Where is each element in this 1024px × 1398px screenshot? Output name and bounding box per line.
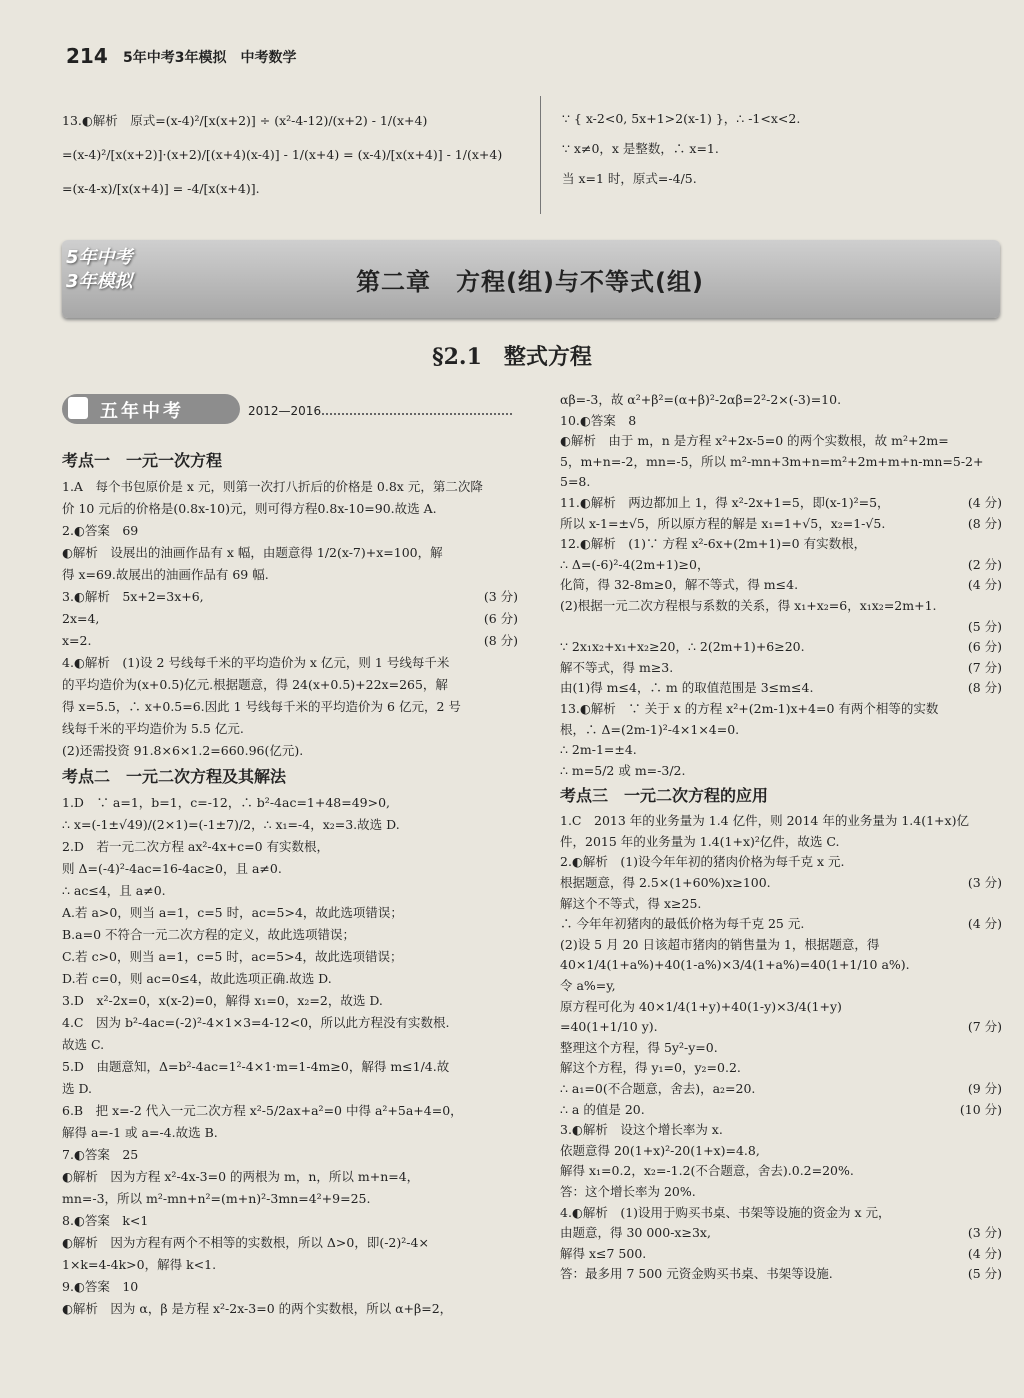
line-text: 根据题意，得 2.5×(1+60%)x≥100. xyxy=(560,875,771,891)
text-line xyxy=(560,1203,1002,1224)
text-line xyxy=(560,596,1002,617)
score-label: (8 分) xyxy=(964,678,1002,699)
text-line xyxy=(560,658,1002,679)
text-line xyxy=(62,696,518,718)
line-text: =40(1+1/10 y). xyxy=(560,1019,658,1035)
line-text: 解这个不等式，得 x≥25. xyxy=(560,895,702,911)
line-text: ∴ m=5/2 或 m=-3/2. xyxy=(560,762,686,778)
line-text: 3.◐解析 设这个增长率为 x. xyxy=(560,1122,723,1138)
text-line xyxy=(62,586,518,608)
text-line xyxy=(62,1276,518,1298)
text-line xyxy=(62,1100,518,1122)
text-line xyxy=(560,1264,1002,1285)
line-text: 由(1)得 m≤4，∴ m 的取值范围是 3≤m≤4. xyxy=(560,680,814,696)
text-line xyxy=(560,1120,1002,1141)
line-text: 11.◐解析 两边都加上 1，得 x²-2x+1=5，即(x-1)²=5， xyxy=(560,494,890,510)
text-line xyxy=(62,1144,518,1166)
score-label: (4 分) xyxy=(964,575,1002,596)
text-line xyxy=(560,832,1002,853)
text-line xyxy=(560,1244,1002,1265)
line-text: 1.A 每个书包原价是 x 元，则第一次打八折后的价格是 0.8x 元，第二次降 xyxy=(62,479,483,494)
text-line xyxy=(62,564,518,586)
line-text: 5，m+n=-2，mn=-5，所以 m²-mn+3m+n=m²+2m+m+n-mn=5-2+ xyxy=(560,453,984,469)
line-text: ∴ x=(-1±√49)/(2×1)=(-1±7)/2，∴ x₁=-4，x₂=3.故选 D. xyxy=(62,817,400,832)
line-text: ◐解析 因为 α，β 是方程 x²-2x-3=0 的两个实数根，所以 α+β=2， xyxy=(62,1301,453,1316)
line-text: B.a=0 不符合一元二次方程的定义，故此选项错误； xyxy=(62,927,356,942)
line-text: x=2. xyxy=(62,633,92,648)
section-heading xyxy=(560,781,1002,811)
text-line xyxy=(62,1012,518,1034)
year-range: 2012—2016 xyxy=(248,404,322,418)
text-line xyxy=(560,1017,1002,1038)
line-text: 的平均造价为(x+0.5)亿元.根据题意，得 24(x+0.5)+22x=265，解 xyxy=(62,677,448,692)
line-text: ∴ 今年年初猪肉的最低价格为每千克 25 元. xyxy=(560,916,805,932)
line-text: 价 10 元后的价格是(0.8x-10)元，则可得方程0.8x-10=90.故选 A. xyxy=(62,501,437,516)
line-text: 答：这个增长率为 20%. xyxy=(560,1183,696,1199)
text-line xyxy=(62,1166,518,1188)
text-line xyxy=(560,1058,1002,1079)
line-text: 线每千米的平均造价为 5.5 亿元. xyxy=(62,721,244,736)
text-line: ∵ x≠0，x 是整数，∴ x=1. xyxy=(562,141,719,156)
text-line xyxy=(62,902,518,924)
line-text: 所以 x-1=±√5，所以原方程的解是 x₁=1+√5，x₂=1-√5. xyxy=(560,515,886,531)
line-text: 2.D 若一元二次方程 ax²-4x+c=0 有实数根， xyxy=(62,839,330,854)
line-text: D.若 c=0，则 ac=0≤4，故此选项正确.故选 D. xyxy=(62,971,332,986)
text-line xyxy=(62,498,518,520)
text-line xyxy=(560,894,1002,915)
text-line xyxy=(62,674,518,696)
logo-line: 5年中考 xyxy=(66,247,133,268)
text-line xyxy=(560,493,1002,514)
text-line xyxy=(62,1210,518,1232)
text-line xyxy=(62,1034,518,1056)
line-text: ◐解析 设展出的油画作品有 x 幅，由题意得 1/2(x-7)+x=100，解 xyxy=(62,545,443,560)
text-line xyxy=(62,1078,518,1100)
text-line xyxy=(560,534,1002,555)
line-text: 2.◐解析 (1)设今年年初的猪肉价格为每千克 x 元. xyxy=(560,854,845,870)
text-line xyxy=(62,968,518,990)
section-heading xyxy=(62,762,518,792)
line-text: 13.◐解析 ∵ 关于 x 的方程 x²+(2m-1)x+4=0 有两个相等的实数 xyxy=(560,700,939,716)
text-line xyxy=(560,678,1002,699)
text-line: 当 x=1 时，原式=-4/5. xyxy=(562,171,697,186)
line-text: 9.◐答案 10 xyxy=(62,1279,139,1294)
text-line xyxy=(560,976,1002,997)
section-heading xyxy=(62,446,518,476)
text-line: =(x-4)²/[x(x+2)]·(x+2)/[(x+4)(x-4)] - 1/(x+4) = (x-4)/[x(x+4)] - 1/(x+4) xyxy=(62,147,503,162)
text-line xyxy=(62,1188,518,1210)
tag-label: 五年中考 xyxy=(100,401,184,422)
column-divider xyxy=(540,96,541,214)
score-label: (3 分) xyxy=(964,873,1002,894)
line-text: 2.◐答案 69 xyxy=(62,523,139,538)
score-label: (6 分) xyxy=(480,608,518,630)
line-text: 由题意，得 30 000-x≥3x, xyxy=(560,1225,711,1241)
line-text: 3.◐解析 5x+2=3x+6, xyxy=(62,589,204,604)
text-line xyxy=(560,1182,1002,1203)
text-line xyxy=(62,1254,518,1276)
line-text: 件，2015 年的业务量为 1.4(1+x)²亿件，故选 C. xyxy=(560,833,840,849)
score-label: (7 分) xyxy=(964,1017,1002,1038)
line-text: 解得 a=-1 或 a=-4.故选 B. xyxy=(62,1125,218,1140)
line-text: 40×1/4(1+a%)+40(1-a%)×3/4(1+a%)=40(1+1/10 a%). xyxy=(560,957,910,973)
score-label: (6 分) xyxy=(964,637,1002,658)
logo-line: 3年模拟 xyxy=(66,271,133,292)
line-text: 5=8. xyxy=(560,474,591,490)
line-text: (2)还需投资 91.8×6×1.2=660.96(亿元). xyxy=(62,743,304,758)
score-label: (7 分) xyxy=(964,658,1002,679)
text-line xyxy=(560,637,1002,658)
line-text: 12.◐解析 (1)∵ 方程 x²-6x+(2m+1)=0 有实数根， xyxy=(560,536,867,552)
line-text: 4.◐解析 (1)设用于购买书桌、书架等设施的资金为 x 元， xyxy=(560,1204,891,1220)
line-text: 6.B 把 x=-2 代入一元二次方程 x²-5/2ax+a²=0 中得 a²+5a+4=0， xyxy=(62,1103,463,1118)
text-line xyxy=(62,1232,518,1254)
line-text: 解不等式，得 m≥3. xyxy=(560,659,674,675)
line-text: ◐解析 由于 m，n 是方程 x²+2x-5=0 的两个实数根，故 m²+2m= xyxy=(560,433,949,449)
text-line xyxy=(560,811,1002,832)
score-label: (2 分) xyxy=(964,555,1002,576)
line-text: 10.◐答案 8 xyxy=(560,412,637,428)
line-text: 1.C 2013 年的业务量为 1.4 亿件，则 2014 年的业务量为 1.4(1+x)亿 xyxy=(560,813,969,829)
line-text: 解得 x≤7 500. xyxy=(560,1245,647,1261)
text-line xyxy=(62,740,518,762)
line-text: 5.D 由题意知，Δ=b²-4ac=1²-4×1·m=1-4m≥0，解得 m≤1/4.故 xyxy=(62,1059,450,1074)
page-number: 214 xyxy=(66,44,108,68)
line-text: 考点二 一元二次方程及其解法 xyxy=(62,767,287,786)
text-line xyxy=(560,852,1002,873)
line-text: αβ=-3，故 α²+β²=(α+β)²-2αβ=2²-2×(-3)=10. xyxy=(560,392,842,407)
line-text: 整理这个方程，得 5y²-y=0. xyxy=(560,1039,718,1055)
line-text: (2)根据一元二次方程根与系数的关系，得 x₁+x₂=6，x₁x₂=2m+1. xyxy=(560,597,937,613)
text-line xyxy=(62,924,518,946)
text-line xyxy=(62,990,518,1012)
text-line xyxy=(560,452,1002,473)
line-text: 8.◐答案 k<1 xyxy=(62,1213,149,1228)
top-left-solution xyxy=(62,104,532,206)
text-line xyxy=(560,431,1002,452)
text-line xyxy=(62,858,518,880)
line-text: 4.C 因为 b²-4ac=(-2)²-4×1×3=4-12<0，所以此方程没有实数根. xyxy=(62,1015,450,1030)
text-line xyxy=(62,792,518,814)
text-line xyxy=(560,761,1002,782)
dotted-rule xyxy=(322,413,512,415)
score-label: (8 分) xyxy=(964,514,1002,535)
line-text: 3.D x²-2x=0，x(x-2)=0，解得 x₁=0，x₂=2，故选 D. xyxy=(62,993,383,1008)
score-label: (10 分) xyxy=(956,1100,1002,1121)
line-text: 得 x=5.5，∴ x+0.5=6.因此 1 号线每千米的平均造价为 6 亿元，2 号 xyxy=(62,699,461,714)
line-text: 2x=4, xyxy=(62,611,100,626)
text-line xyxy=(560,955,1002,976)
text-line xyxy=(560,411,1002,432)
text-line: ∵ { x-2<0, 5x+1>2(x-1) }，∴ -1<x<2. xyxy=(562,111,801,126)
score-label: (5 分) xyxy=(964,1264,1002,1285)
text-line xyxy=(560,873,1002,894)
text-line xyxy=(560,514,1002,535)
line-text: 故选 C. xyxy=(62,1037,105,1052)
text-line xyxy=(560,720,1002,741)
score-label: (3 分) xyxy=(964,1223,1002,1244)
chapter-title: 第二章 方程(组)与不等式(组) xyxy=(356,268,704,296)
line-text: 4.◐解析 (1)设 2 号线每千米的平均造价为 x 亿元，则 1 号线每千米 xyxy=(62,655,450,670)
line-text: A.若 a>0，则当 a=1，c=5 时，ac=5>4，故此选项错误； xyxy=(62,905,403,920)
left-column xyxy=(62,446,518,1320)
text-line xyxy=(560,390,1002,411)
text-line xyxy=(62,946,518,968)
line-text: 化简，得 32-8m≥0，解不等式，得 m≤4. xyxy=(560,577,799,593)
line-text: 1.D ∵ a=1，b=1，c=-12，∴ b²-4ac=1+48=49>0, xyxy=(62,795,391,810)
text-line xyxy=(560,1100,1002,1121)
text-line xyxy=(560,1161,1002,1182)
text-line xyxy=(560,935,1002,956)
text-line xyxy=(62,836,518,858)
line-text: 根，∴ Δ=(2m-1)²-4×1×4=0. xyxy=(560,721,740,737)
line-text: 原方程可化为 40×1/4(1+y)+40(1-y)×3/4(1+y) xyxy=(560,998,842,1014)
text-line xyxy=(560,1038,1002,1059)
line-text: ∴ a 的值是 20. xyxy=(560,1101,645,1117)
line-text: 7.◐答案 25 xyxy=(62,1147,139,1162)
line-text: 令 a%=y, xyxy=(560,978,616,994)
text-line xyxy=(560,555,1002,576)
text-line xyxy=(62,476,518,498)
top-right-solution xyxy=(562,104,1002,194)
score-label: (4 分) xyxy=(964,493,1002,514)
text-line xyxy=(62,1298,518,1320)
text-line xyxy=(560,617,1002,638)
score-label: (3 分) xyxy=(480,586,518,608)
score-label: (5 分) xyxy=(964,617,1002,638)
text-line xyxy=(62,652,518,674)
score-label: (4 分) xyxy=(964,1244,1002,1265)
line-text: ∴ Δ=(-6)²-4(2m+1)≥0， xyxy=(560,556,710,572)
line-text: 解这个方程，得 y₁=0，y₂=0.2. xyxy=(560,1060,741,1076)
section-tag xyxy=(62,394,240,424)
line-text: ∴ 2m-1=±4. xyxy=(560,742,637,758)
text-line xyxy=(560,575,1002,596)
line-text: ◐解析 因为方程有两个不相等的实数根，所以 Δ>0，即(-2)²-4× xyxy=(62,1235,429,1250)
score-label: (9 分) xyxy=(964,1079,1002,1100)
text-line xyxy=(560,472,1002,493)
score-label: (4 分) xyxy=(964,914,1002,935)
text-line xyxy=(62,1122,518,1144)
line-text: ∴ ac≤4，且 a≠0. xyxy=(62,883,166,898)
text-line xyxy=(560,1223,1002,1244)
text-line xyxy=(62,608,518,630)
line-text: 1×k=4-4k>0，解得 k<1. xyxy=(62,1257,217,1272)
text-line xyxy=(62,542,518,564)
line-text: 答：最多用 7 500 元资金购买书桌、书架等设施. xyxy=(560,1266,833,1282)
book-title: 5年中考3年模拟 中考数学 xyxy=(123,50,297,66)
line-text: ∵ 2x₁x₂+x₁+x₂≥20，∴ 2(2m+1)+6≥20. xyxy=(560,639,805,655)
text-line xyxy=(560,1079,1002,1100)
text-line xyxy=(62,718,518,740)
line-text: 考点三 一元二次方程的应用 xyxy=(560,786,769,806)
section-title: §2.1 整式方程 xyxy=(432,344,592,370)
line-text: 则 Δ=(-4)²-4ac=16-4ac≥0，且 a≠0. xyxy=(62,861,282,876)
text-line xyxy=(62,880,518,902)
line-text: 解得 x₁=0.2，x₂=-1.2(不合题意，舍去).0.2=20%. xyxy=(560,1163,854,1179)
line-text: ◐解析 因为方程 x²-4x-3=0 的两根为 m，n，所以 m+n=4， xyxy=(62,1169,420,1184)
text-line xyxy=(62,630,518,652)
line-text: (2)设 5 月 20 日该超市猪肉的销售量为 1，根据题意，得 xyxy=(560,936,880,952)
line-text: ∴ a₁=0(不合题意，舍去)，a₂=20. xyxy=(560,1081,756,1096)
text-line xyxy=(62,814,518,836)
text-line xyxy=(560,740,1002,761)
text-line xyxy=(560,1141,1002,1162)
right-column xyxy=(560,390,1002,1285)
text-line: 13.◐解析 原式=(x-4)²/[x(x+2)] ÷ (x²-4-12)/(x+2) - 1/(x+4) xyxy=(62,113,428,128)
text-line xyxy=(560,914,1002,935)
text-line: =(x-4-x)/[x(x+4)] = -4/[x(x+4)]. xyxy=(62,181,260,196)
document-icon xyxy=(68,397,88,419)
line-text: mn=-3，所以 m²-mn+n²=(m+n)²-3mn=4²+9=25. xyxy=(62,1191,371,1206)
line-text: 依题意得 20(1+x)²-20(1+x)=4.8, xyxy=(560,1142,760,1158)
line-text: 选 D. xyxy=(62,1081,93,1096)
text-line xyxy=(560,699,1002,720)
text-line xyxy=(62,520,518,542)
text-line xyxy=(62,1056,518,1078)
line-text: 考点一 一元一次方程 xyxy=(62,451,223,470)
score-label: (8 分) xyxy=(480,630,518,652)
line-text: 得 x=69.故展出的油画作品有 69 幅. xyxy=(62,567,269,582)
line-text: C.若 c>0，则当 a=1，c=5 时，ac=5>4，故此选项错误； xyxy=(62,949,403,964)
text-line xyxy=(560,997,1002,1018)
